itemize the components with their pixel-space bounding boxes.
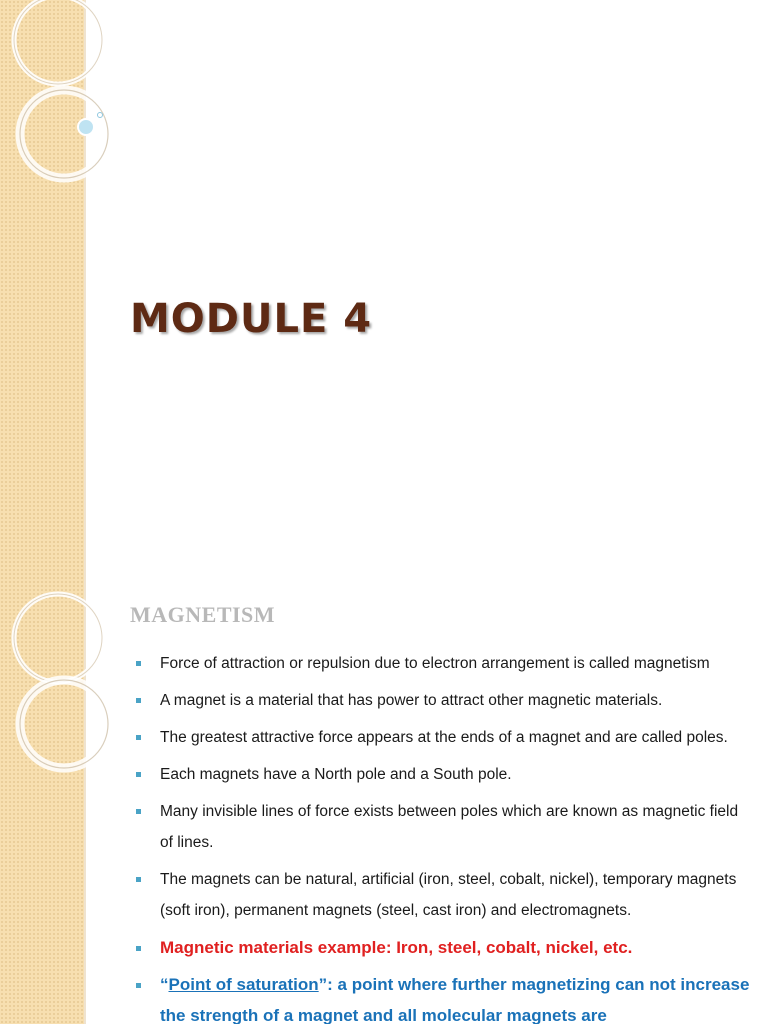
- saturation-definition: : a point where further magnetizing can not increase the strength of a magnet and all molecular magnets are: [160, 975, 750, 1024]
- list-item-saturation: [136, 969, 751, 1024]
- bullet-square-icon: [136, 735, 141, 740]
- list-item-text: The magnets can be natural, artificial (iron, steel, cobalt, nickel), temporary magnets (soft iron), permanent magnets (steel, cast iron) and electromagnets.: [160, 871, 737, 919]
- magnetic-materials-text: Magnetic materials example: Iron, steel, cobalt, nickel, etc.: [160, 938, 633, 957]
- list-item-text: Force of attraction or repulsion due to electron arrangement is called magnetism: [160, 655, 710, 672]
- list-item-text: Many invisible lines of force exists between poles which are known as magnetic field of lines.: [160, 803, 739, 851]
- point-of-saturation-link[interactable]: Point of saturation: [168, 975, 319, 994]
- bullet-square-icon: [136, 877, 141, 882]
- page-title: MODULE 4: [130, 296, 373, 342]
- list-item: [136, 648, 751, 679]
- list-item: [136, 759, 751, 790]
- list-item-text: The greatest attractive force appears at the ends of a magnet and are called poles.: [160, 729, 728, 746]
- close-quote: ”: [318, 975, 328, 994]
- bullet-square-icon: [136, 772, 141, 777]
- list-item: [136, 864, 751, 926]
- bullet-list: [136, 648, 751, 1024]
- bullet-square-icon: [136, 661, 141, 666]
- content-slide: [0, 576, 768, 1024]
- bullet-square-icon: [136, 946, 141, 951]
- list-item: [136, 722, 751, 753]
- list-item: [136, 796, 751, 858]
- list-item-text: A magnet is a material that has power to attract other magnetic materials.: [160, 692, 663, 709]
- decorative-rings-icon: [0, 576, 140, 776]
- list-item-highlight: [136, 932, 751, 963]
- decorative-rings-icon: [0, 0, 140, 200]
- section-heading: MAGNETISM: [130, 602, 276, 627]
- bullet-square-icon: [136, 809, 141, 814]
- bullet-square-icon: [136, 698, 141, 703]
- open-quote: “: [160, 975, 169, 994]
- bullet-square-icon: [136, 983, 141, 988]
- list-item: [136, 685, 751, 716]
- list-item-text: Each magnets have a North pole and a South pole.: [160, 766, 512, 783]
